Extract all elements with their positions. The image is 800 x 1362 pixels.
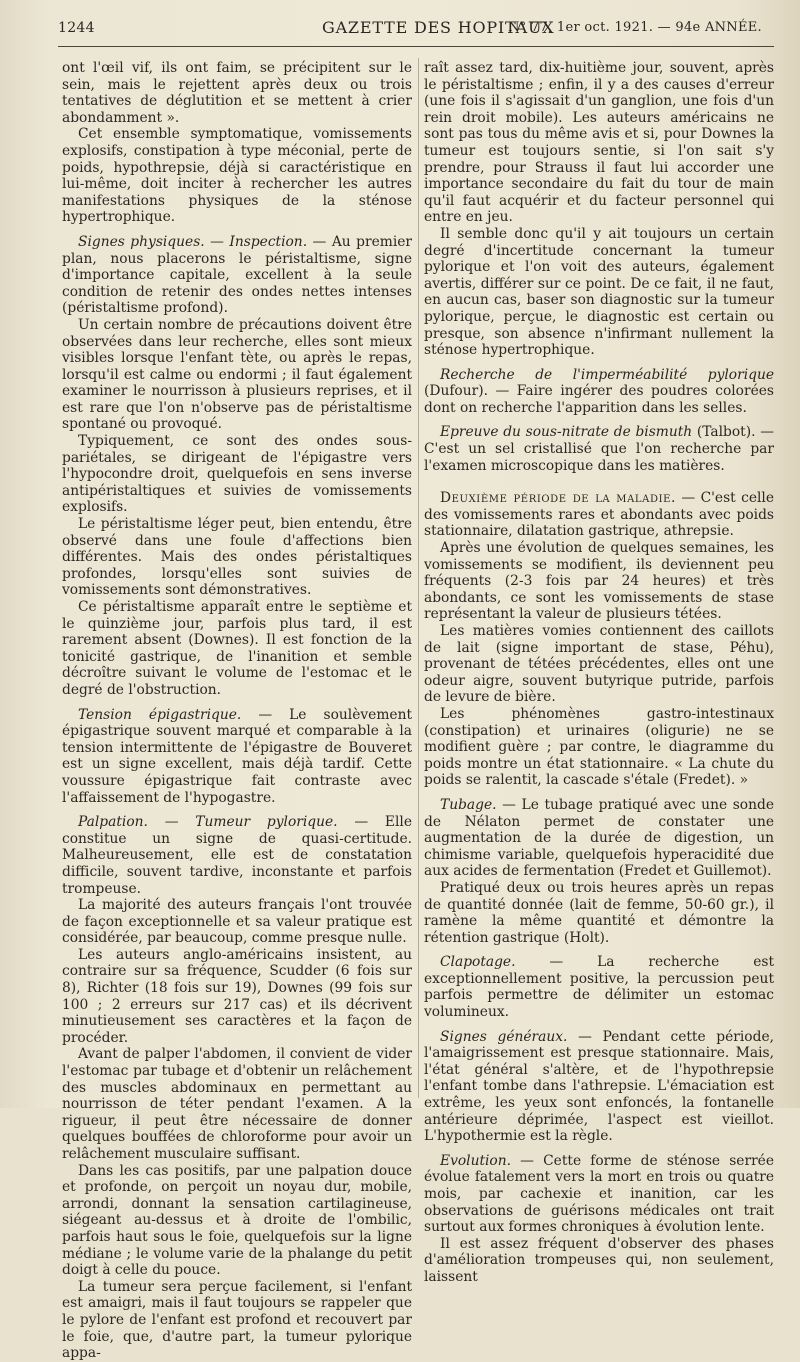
paragraph: [424, 797, 774, 880]
paragraph: Pratiqué deux ou trois heures après un repas de quantité donnée (lait de femme, 50-60 gr.), il ramène la même quantité et démontre la rétention gastrique (Holt).: [424, 879, 774, 946]
paragraph: Le péristaltisme léger peut, bien entendu, être observé dans une foule d'affections bien différentes. Mais des ondes péristaltiques profondes, lorsqu'elles sont suivies de vomissements sont démonstratives.: [62, 516, 412, 599]
paragraph: Il est assez fréquent d'observer des phases d'amélioration trompeuses qui, non seulement, laissent: [424, 1235, 774, 1285]
paragraph: Les phénomènes gastro-intestinaux (constipation) et urinaires (oligurie) ne se modifient guère ; par contre, le diagramme du poids montre un état stationnaire. « La chute du poids se ralentit, la cascade s'étale (Fredet). »: [424, 705, 774, 789]
section-heading: Tubage.: [440, 796, 497, 813]
paragraph-text: (Talbot). — C'est un sel cristallisé que l'on recherche par l'examen microscopique dans les matières.: [424, 424, 774, 474]
paragraph: Typiquement, ce sont des ondes sous-pariétales, se dirigeant de l'épigastre vers l'hypocondre droit, quelquefois en sens inverse antipéristaltiques et suivies de vomissements explosifs.: [62, 433, 412, 516]
paragraph: Avant de palper l'abdomen, il convient de vider l'estomac par tubage et d'obtenir un relâchement des muscles abdominaux en permettant au nourrisson de téter pendant l'examen. A la rigueur, il peut être nécessaire de donner quelques bouffées de chloroforme pour avoir un relâchement musculaire suffisant.: [62, 1046, 412, 1162]
section-heading: Palpation. — Tumeur pylorique.: [78, 814, 338, 831]
paragraph: [62, 814, 412, 897]
paragraph: [62, 234, 412, 317]
paragraph: raît assez tard, dix-huitième jour, souvent, après le péristaltisme ; enfin, il y a des causes d'erreur (une fois il s'agissait d'un ganglion, une fois d'un rein droit mobile). Les auteurs américains ne sont pas tous du même avis et si, pour Downes la tumeur est toujours sentie, si l'on sait s'y prendre, pour Strauss il faut lui accorder une importance secondaire du fait du tour de main qu'il faut acquérir et du facteur personnel qui entre en jeu.: [424, 60, 774, 226]
paragraph: Il semble donc qu'il y ait toujours un certain degré d'incertitude concernant la tumeur pylorique et l'on voit des auteurs, également avertis, différer sur ce point. De ce fait, il ne faut, en aucun cas, baser son diagnostic sur la tumeur pylorique, perçue, le diagnostic est certain ou presque, son absence n'infirmant nullement la sténose hypertrophique.: [424, 225, 774, 359]
paragraph-text: — C'est celle des vomissements rares et abondants avec poids stationnaire, dilatation gastrique, athrepsie.: [424, 490, 774, 540]
paragraph: Dans les cas positifs, par une palpation douce et profonde, on perçoit un noyau dur, mobile, arrondi, donnant la sensation cartilagineuse, siégeant au-dessus et à droite de l'ombilic, parfois haut sous le foie, quelquefois sur la ligne médiane ; le volume varie de la phalange du petit doigt à celle du pouce.: [62, 1162, 412, 1279]
paragraph-text: — Elle constitue un signe de quasi-certitude. Malheureusement, elle est de constatation difficile, souvent tardive, inconstante et parfois trompeuse.: [62, 814, 412, 897]
paragraph: ont l'œil vif, ils ont faim, se précipitent sur le sein, mais le rejettent après deux ou trois tentatives de déglutition et se mettent à crier abondamment ».: [62, 60, 412, 126]
column-divider: [418, 58, 419, 1098]
paragraph: [424, 424, 774, 474]
paragraph: [424, 490, 774, 540]
right-column: [424, 60, 774, 1286]
paragraph-text: — Pendant cette période, l'amaigrissement est presque stationnaire. Mais, l'état général s'altère, et de l'hypothrepsie l'enfant tombe dans l'athrepsie. L'émaciation est extrême, les yeux sont enfoncés, la fontanelle antérieure déprimée, l'aspect est vieillot. L'hypothermie est la règle.: [424, 1028, 774, 1145]
paragraph: Les auteurs anglo-américains insistent, au contraire sur sa fréquence, Scudder (6 fois sur 8), Richter (18 fois sur 19), Downes (99 fois sur 100 ; 2 erreurs sur 217 cas) et ils décrivent minutieusement ses caractères et la façon de procéder.: [62, 946, 412, 1046]
section-heading: Clapotage.: [440, 954, 516, 971]
paragraph-text: (Dufour). — Faire ingérer des poudres colorées dont on recherche l'apparition dans les selles.: [424, 383, 774, 416]
paragraph: Cet ensemble symptomatique, vomissements explosifs, constipation à type méconial, perte de poids, hypothrepsie, déjà si caractéristique en lui-même, doit inciter à rechercher les autres manifestations physiques de la sténose hypertrophique.: [62, 126, 412, 226]
paragraph: Après une évolution de quelques semaines, les vomissements se modifient, ils deviennent peu fréquents (2-3 fois par 24 heures) et très abondants, ce sont les vomissements de stase représentant la valeur de plusieurs tétées.: [424, 540, 774, 623]
section-heading: Deuxième période de la maladie.: [440, 490, 677, 507]
page-number: 1244: [58, 20, 95, 36]
paragraph-text: — La recherche est exceptionnellement positive, la percussion peut parfois permettre de délimiter un estomac volumineux.: [424, 954, 774, 1021]
section-heading: Recherche de l'imperméabilité pylorique: [440, 366, 774, 383]
section-heading: Tension épigastrique.: [78, 706, 242, 723]
paragraph: [62, 707, 412, 807]
paragraph: La majorité des auteurs français l'ont trouvée de façon exceptionnelle et sa valeur pratique est considérée, par beaucoup, comme presque nulle.: [62, 897, 412, 947]
left-column: [62, 60, 412, 1362]
paragraph-text: — Au premier plan, nous placerons le péristaltisme, signe d'importance capitale, excellent à la seule condition de retenir des ondes nettes intenses (péristaltisme profond).: [62, 233, 412, 317]
page-header: [58, 18, 776, 44]
section-heading: Signes physiques. — Inspection.: [78, 233, 308, 250]
paragraph: [424, 954, 774, 1020]
journal-title: GAZETTE DES HOPITAUX: [322, 18, 555, 37]
paragraph-text: — Le soulèvement épigastrique souvent marqué et comparable à la tension intermittente de l'épigastre de Bouveret est un signe excellent, mais déjà tardif. Cette voussure épigastrique fait contraste avec l'affaissement de l'hypogastre.: [62, 706, 412, 806]
paragraph: [424, 1153, 774, 1236]
paragraph-text: — Cette forme de sténose serrée évolue fatalement vers la mort en trois ou quatre mois, par cachexie et inanition, car les observations de guérisons médicales ont trait surtout aux formes chroniques à évolution lente.: [424, 1152, 774, 1236]
paragraph: La tumeur sera perçue facilement, si l'enfant est amaigri, mais il faut toujours se rappeler que le pylore de l'enfant est profond et recouvert par le foie, que, d'autre part, la tumeur pylorique appa-: [62, 1278, 412, 1362]
paragraph: [424, 1029, 774, 1145]
paragraph: Un certain nombre de précautions doivent être observées dans leur recherche, elles sont mieux visibles lorsque l'enfant tète, ou après le repas, lorsqu'il est calme ou endormi ; il faut également examiner le nourrisson à plusieurs reprises, et il est rare que l'on n'observe pas de péristaltisme spontané ou provoqué.: [62, 316, 412, 433]
paragraph: Ce péristaltisme apparaît entre le septième et le quinzième jour, parfois plus tard, il est rarement absent (Downes). Il est fonction de la tonicité gastrique, de l'inanition et semble décroître suivant le volume de l'estomac et le degré de l'obstruction.: [62, 599, 412, 698]
header-rule: [58, 46, 774, 47]
paragraph: [424, 367, 774, 417]
section-heading: Signes généraux.: [440, 1028, 568, 1045]
section-heading: Evolution.: [440, 1152, 512, 1169]
section-heading: Epreuve du sous-nitrate de bismuth: [440, 424, 693, 441]
paragraph-text: — Le tubage pratiqué avec une sonde de Nélaton permet de constater une augmentation de la durée de digestion, un chimisme variable, quelquefois hyperacidité due aux acides de fermentation (Fredet et Guillemot).: [424, 796, 774, 880]
paragraph: Les matières vomies contiennent des caillots de lait (signe important de stase, Péhu), provenant de tétées précédentes, elles ont une odeur aigre, souvent butyrique putride, parfois de levure de bière.: [424, 623, 774, 706]
issue-info: N° 77, 1er oct. 1921. — 94e ANNÉE.: [507, 20, 762, 35]
